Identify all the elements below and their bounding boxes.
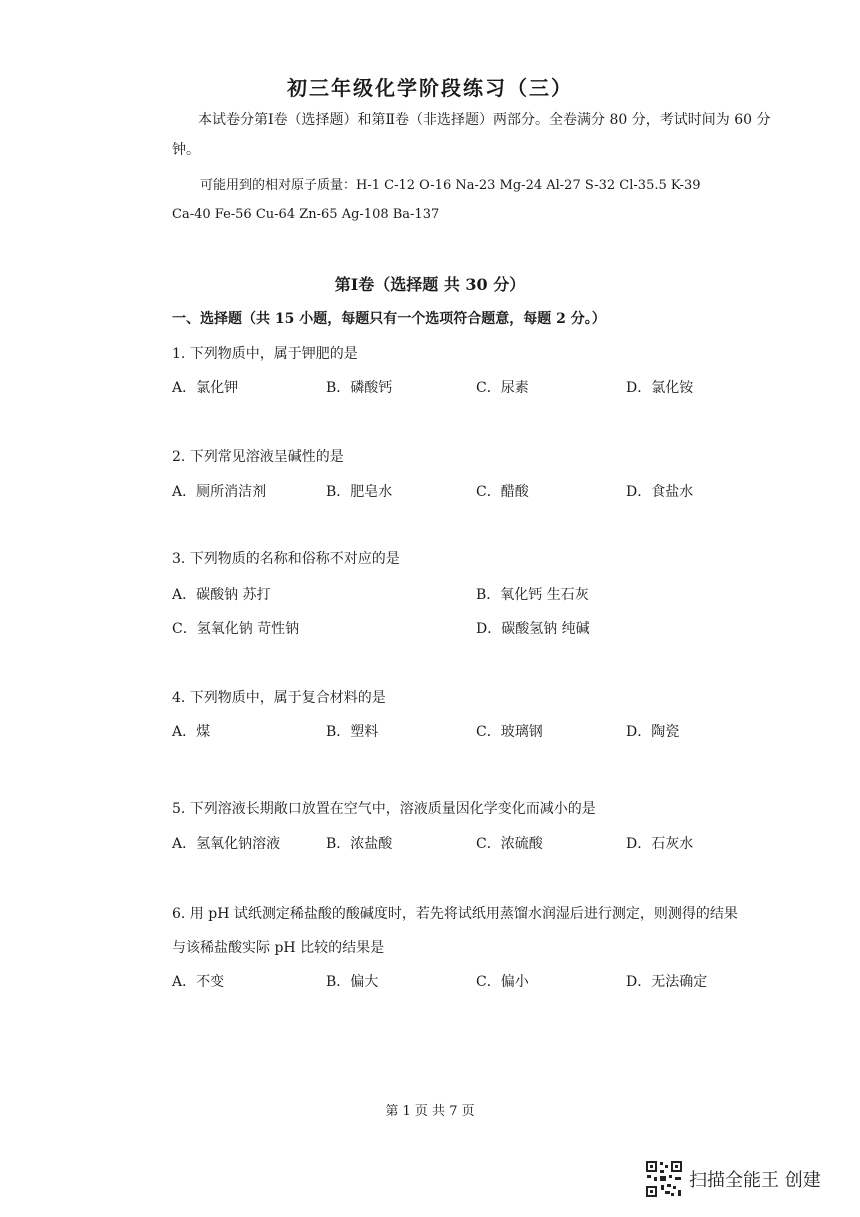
question-option: B．氧化钙 生石灰 — [476, 587, 589, 603]
question-option: A．煤 — [172, 724, 211, 740]
question-option: C．氢氧化钠 苛性钠 — [172, 621, 300, 637]
question-option: B．浓盐酸 — [326, 836, 393, 852]
page-number: 第 1 页 共 7 页 — [385, 1104, 475, 1119]
question-option: B．磷酸钙 — [326, 380, 393, 396]
part-instructions: 一、选择题（共 15 小题，每题只有一个选项符合题意，每题 2 分。） — [172, 311, 606, 327]
scanner-watermark — [645, 1160, 821, 1198]
question-option: A．碳酸钠 苏打 — [172, 587, 271, 603]
question-stem: 3. 下列物质的名称和俗称不对应的是 — [172, 551, 400, 567]
question-option: A．厕所消洁剂 — [172, 484, 267, 500]
question-option: D．碳酸氢钠 纯碱 — [476, 621, 590, 637]
question-option: C．尿素 — [476, 380, 529, 396]
question-option: C．偏小 — [476, 974, 529, 990]
question-option: D．陶瓷 — [626, 724, 680, 740]
question-option: A．氢氧化钠溶液 — [172, 836, 281, 852]
question-stem: 4. 下列物质中，属于复合材料的是 — [172, 690, 386, 706]
qr-code-icon — [645, 1160, 683, 1198]
question-option: C．玻璃钢 — [476, 724, 543, 740]
atomic-masses-line2: Ca-40 Fe-56 Cu-64 Zn-65 Ag-108 Ba-137 — [172, 207, 440, 222]
question-stem: 6. 用 pH 试纸测定稀盐酸的酸碱度时，若先将试纸用蒸馏水润湿后进行测定，则测得的结果 — [172, 906, 738, 922]
intro-text-line2: 钟。 — [172, 142, 200, 158]
question-option: A．不变 — [172, 974, 225, 990]
section-title: 第Ⅰ卷（选择题 共 30 分） — [334, 275, 526, 294]
intro-text-line1: 本试卷分第Ⅰ卷（选择题）和第Ⅱ卷（非选择题）两部分。全卷满分 80 分，考试时间为 60 分 — [198, 112, 771, 128]
question-stem: 5. 下列溶液长期敞口放置在空气中，溶液质量因化学变化而减小的是 — [172, 801, 596, 817]
question-option: D．石灰水 — [626, 836, 694, 852]
question-option: B．塑料 — [326, 724, 379, 740]
question-option: B．肥皂水 — [326, 484, 393, 500]
question-stem: 1. 下列物质中，属于钾肥的是 — [172, 346, 358, 362]
question-stem-continued: 与该稀盐酸实际 pH 比较的结果是 — [172, 940, 385, 956]
page-title: 初三年级化学阶段练习（三） — [287, 76, 573, 100]
question-option: A．氯化钾 — [172, 380, 239, 396]
question-option: D．无法确定 — [626, 974, 708, 990]
atomic-masses-line1: 可能用到的相对原子质量：H-1 C-12 O-16 Na-23 Mg-24 Al-27 S-32 Cl-35.5 K-39 — [200, 178, 701, 193]
question-option: B．偏大 — [326, 974, 379, 990]
question-option: C．浓硫酸 — [476, 836, 543, 852]
watermark-text: 扫描全能王 创建 — [689, 1170, 821, 1191]
question-option: D．氯化铵 — [626, 380, 694, 396]
question-option: D．食盐水 — [626, 484, 694, 500]
question-option: C．醋酸 — [476, 484, 529, 500]
question-stem: 2. 下列常见溶液呈碱性的是 — [172, 449, 344, 465]
